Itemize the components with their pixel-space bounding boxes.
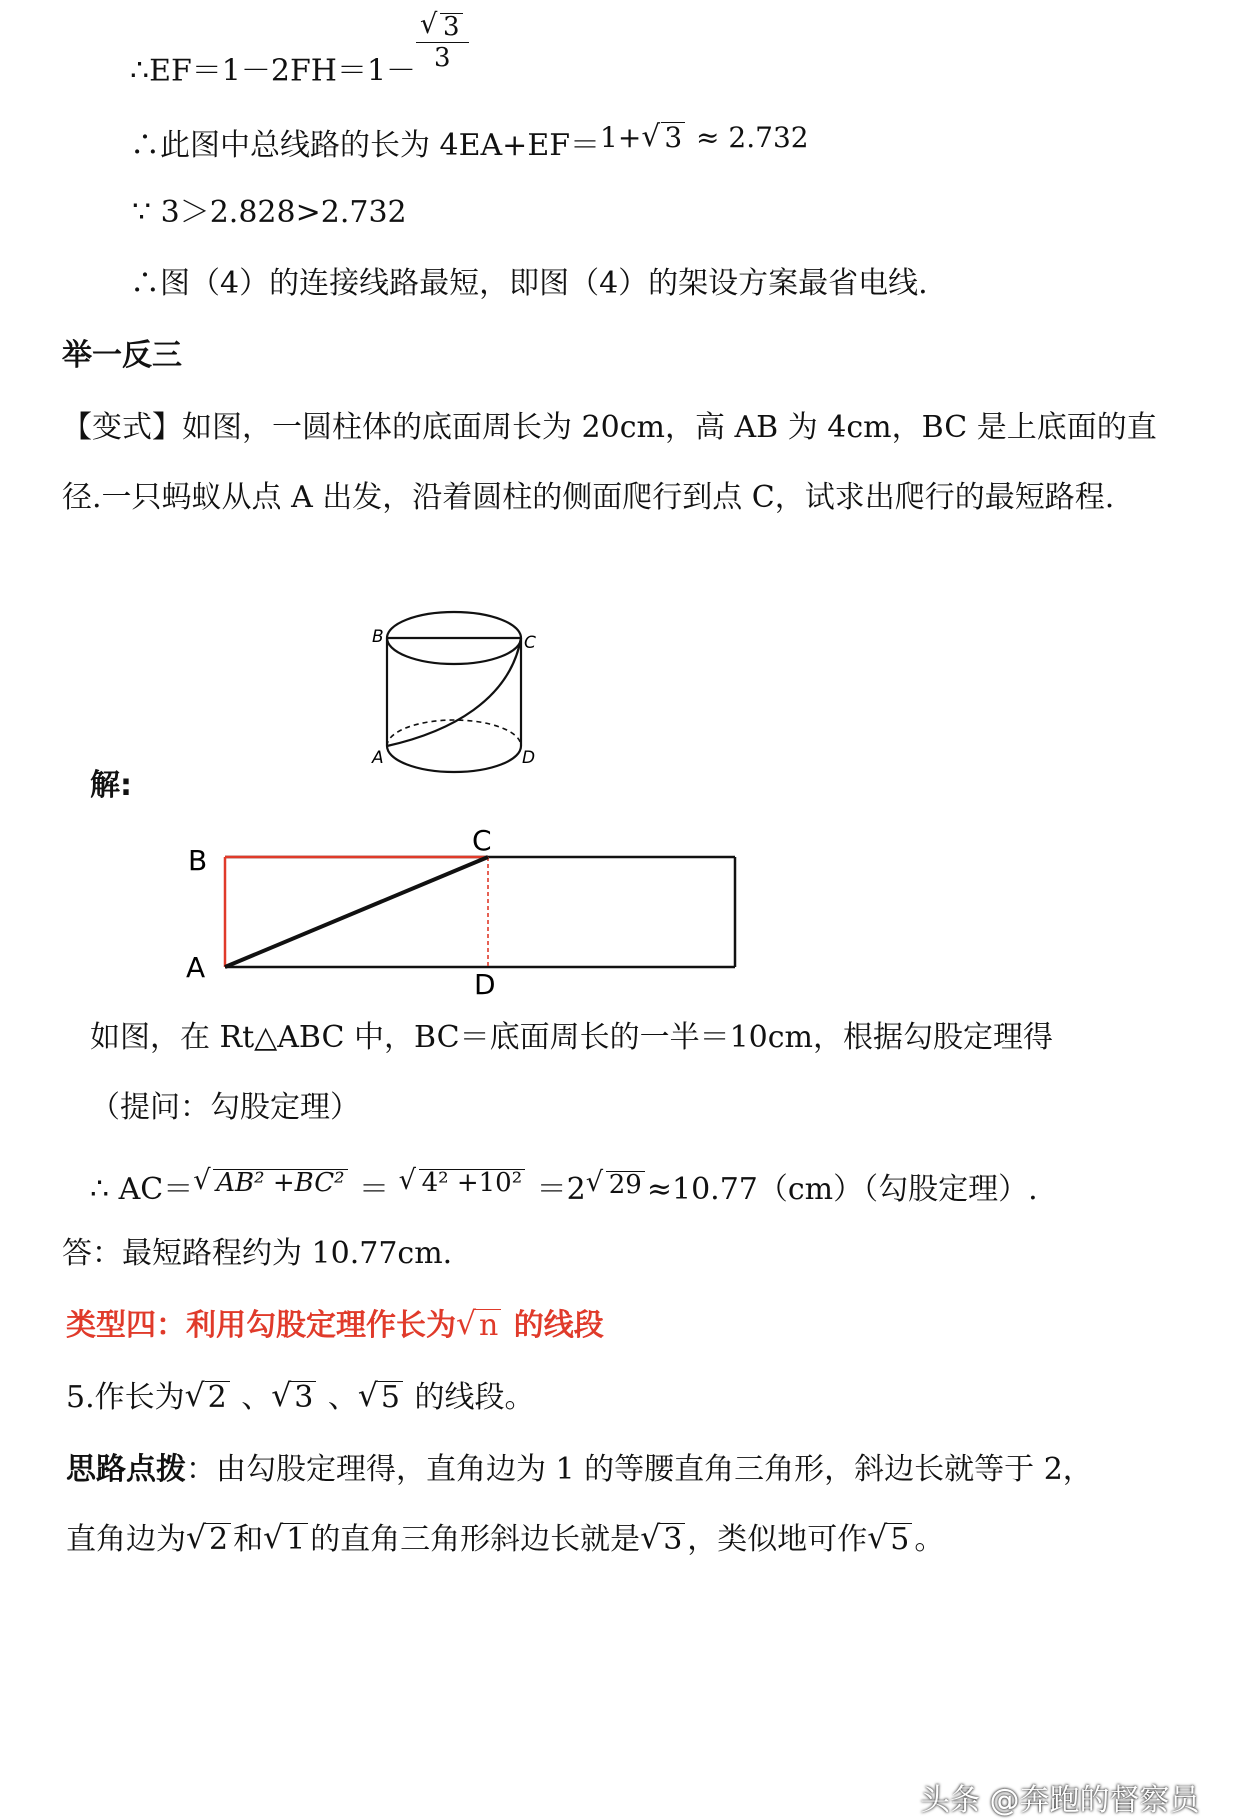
hint-text: 的直角三角形斜边长就是 bbox=[310, 1522, 641, 1557]
type4-text: 类型四：利用勾股定理作长为 bbox=[66, 1308, 456, 1343]
sqrt-5: √ 5 bbox=[358, 1380, 403, 1416]
hint-text: 。 bbox=[914, 1522, 945, 1557]
hint-tag: 思路点拨 bbox=[66, 1452, 186, 1487]
unrolled-figure bbox=[180, 822, 780, 1002]
sqrt-2: √ 2 bbox=[186, 1522, 231, 1558]
ef-text: ∴EF＝1－2FH＝1－ bbox=[130, 53, 417, 89]
sqrt: √ 3 bbox=[641, 120, 685, 156]
sqrt-ab-bc: √ AB² +BC² bbox=[193, 1165, 347, 1201]
cyl-label-a: A bbox=[372, 748, 384, 768]
bianshi-line-2: 径.一只蚂蚁从点 A 出发，沿着圆柱的侧面爬行到点 C，试求出爬行的最短路程. bbox=[62, 480, 1115, 515]
type4-suffix: 的线段 bbox=[503, 1308, 604, 1343]
line-conclusion: ∴图（4）的连接线路最短，即图（4）的架设方案最省电线. bbox=[130, 266, 928, 301]
sqrt-2: √ 2 bbox=[185, 1380, 230, 1416]
sqrt-4-10: √ 4² +10² bbox=[399, 1165, 526, 1201]
cyl-label-b: B bbox=[372, 627, 384, 647]
q5-prefix: 5.作长为 bbox=[66, 1380, 185, 1415]
bianshi-line-1 bbox=[62, 410, 1157, 446]
cyl-label-d: D bbox=[522, 748, 536, 768]
sqrt-n: √ n bbox=[456, 1308, 501, 1344]
hint-text: 直角边为 bbox=[66, 1522, 186, 1557]
heading-jyfs: 举一反三 bbox=[62, 338, 182, 373]
bianshi-tag: 【变式】 bbox=[62, 410, 182, 445]
one-plus: 1+ bbox=[600, 121, 642, 154]
question-5 bbox=[66, 1380, 535, 1416]
hint-line-2 bbox=[66, 1522, 944, 1558]
sep: 、 bbox=[318, 1380, 358, 1415]
sep: 、 bbox=[231, 1380, 272, 1415]
rect-label-a: A bbox=[186, 951, 206, 984]
cyl-label-c: C bbox=[524, 633, 536, 653]
answer-line: 答：最短路程约为 10.77cm. bbox=[62, 1236, 453, 1271]
ac-prefix: ∴ AC＝ bbox=[90, 1172, 194, 1207]
line-total-length bbox=[130, 121, 809, 164]
rect-label-b: B bbox=[188, 844, 208, 877]
approx-value: ≈ 2.732 bbox=[687, 121, 809, 154]
equals-2: ＝2 bbox=[527, 1172, 586, 1207]
solution-label: 解: bbox=[90, 768, 132, 803]
q5-suffix: 的线段。 bbox=[405, 1380, 535, 1415]
sqrt-1: √ 1 bbox=[263, 1522, 308, 1558]
hint-line-1 bbox=[66, 1452, 1093, 1488]
rect-label-c: C bbox=[472, 824, 492, 857]
sqrt-3: √ 3 bbox=[640, 1522, 685, 1558]
bianshi-text-1: 如图，一圆柱体的底面周长为 20cm，高 AB 为 4cm，BC 是上底面的直 bbox=[182, 410, 1157, 445]
sqrt-29: √ 29 bbox=[586, 1167, 645, 1203]
sqrt: √ 3 bbox=[420, 12, 463, 42]
watermark: 头条 @奔跑的督察员 bbox=[920, 1783, 1200, 1818]
sqrt-5: √ 5 bbox=[867, 1522, 912, 1558]
ac-formula bbox=[90, 1168, 1038, 1209]
total-text: ∴此图中总线路的长为 4EA+EF＝ bbox=[130, 128, 601, 163]
rect-label-d: D bbox=[474, 968, 496, 1001]
hint-text: ，类似地可作 bbox=[687, 1522, 868, 1557]
hint-text: 和 bbox=[233, 1522, 264, 1557]
sqrt-3: √ 3 bbox=[271, 1380, 316, 1416]
equals: ＝ bbox=[349, 1172, 399, 1207]
solution-line-1: 如图，在 Rt△ABC 中，BC＝底面周长的一半＝10cm，根据勾股定理得 bbox=[90, 1020, 1053, 1055]
line-because: ∵ 3＞2.828>2.732 bbox=[132, 195, 407, 230]
type4-heading bbox=[66, 1308, 604, 1344]
hint-text-1: ：由勾股定理得，直角边为 1 的等腰直角三角形，斜边长就等于 2， bbox=[186, 1452, 1093, 1487]
solution-line-2: （提问：勾股定理） bbox=[90, 1090, 360, 1125]
fraction: √ $\frac{3}{3}$ bbox=[416, 12, 469, 73]
line-ef bbox=[130, 12, 469, 103]
cylinder-figure bbox=[370, 600, 570, 790]
ac-result: ≈10.77（cm）（勾股定理）. bbox=[646, 1172, 1038, 1207]
